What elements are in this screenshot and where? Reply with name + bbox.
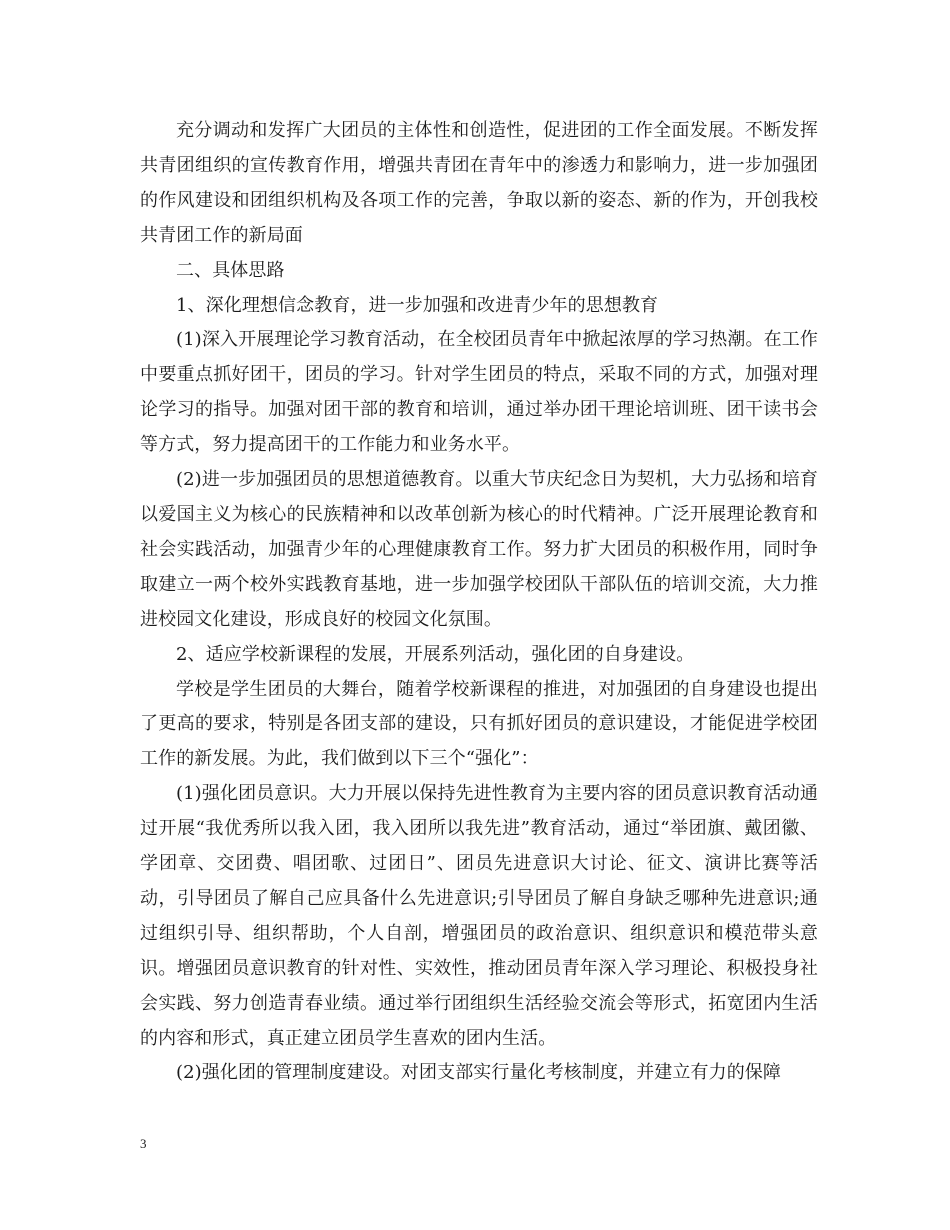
paragraph-3: (2)进一步加强团员的思想道德教育。以重大节庆纪念日为契机，大力弘扬和培育以爱国主义为核心的民族精神和以改革创新为核心的时代精神。广泛开展理论教育和社会实践活动，加强青少年的心理健康教育工作。努力扩大团员的积极作用，同时争取建立一两个校外实践教育基地，进一步加强学校团队干部队伍的培训交流，大力推进校园文化建设，形成良好的校园文化氛围。 <box>140 469 818 630</box>
paragraph-4: 学校是学生团员的大舞台，随着学校新课程的推进，对加强团的自身建设也提出了更高的要求，特别是各团支部的建设，只有抓好团员的意识建设，才能促进学校团工作的新发展。为此，我们做到以下三个“强化”： <box>140 678 818 770</box>
document-body <box>140 114 818 1091</box>
paragraph-2: (1)深入开展理论学习教育活动，在全校团员青年中掀起浓厚的学习热潮。在工作中要重点抓好团干，团员的学习。针对学生团员的特点，采取不同的方式，加强对理论学习的指导。加强对团干部的教育和培训，通过举办团干理论培训班、团干读书会等方式，努力提高团干的工作能力和业务水平。 <box>140 329 818 456</box>
subsection-heading-1: 1、深化理想信念教育，进一步加强和改进青少年的思想教育 <box>176 294 659 316</box>
page-number: 3 <box>140 1136 147 1151</box>
section-heading: 二、具体思路 <box>176 259 285 281</box>
paragraph-5: (1)强化团员意识。大力开展以保持先进性教育为主要内容的团员意识教育活动通过开展“我优秀所以我入团，我入团所以我先进”教育活动，通过“举团旗、戴团徽、学团章、交团费、唱团歌、过团日”、团员先进意识大讨论、征文、演讲比赛等活动，引导团员了解自己应具备什么先进意识;引导团员了解自身缺乏哪种先进意识;通过组织引导、组织帮助，个人自剖，增强团员的政治意识、组织意识和模范带头意识。增强团员意识教育的针对性、实效性，推动团员青年深入学习理论、积极投身社会实践、努力创造青春业绩。通过举行团组织生活经验交流会等形式，拓宽团内生活的内容和形式，真正建立团员学生喜欢的团内生活。 <box>140 783 818 1049</box>
paragraph-1: 充分调动和发挥广大团员的主体性和创造性，促进团的工作全面发展。不断发挥共青团组织的宣传教育作用，增强共青团在青年中的渗透力和影响力，进一步加强团的作风建设和团组织机构及各项工作的完善，争取以新的姿态、新的作为，开创我校共青团工作的新局面 <box>140 120 818 246</box>
paragraph-6: (2)强化团的管理制度建设。对团支部实行量化考核制度，并建立有力的保障 <box>176 1062 781 1084</box>
subsection-heading-2: 2、适应学校新课程的发展，开展系列活动，强化团的自身建设。 <box>176 643 695 665</box>
